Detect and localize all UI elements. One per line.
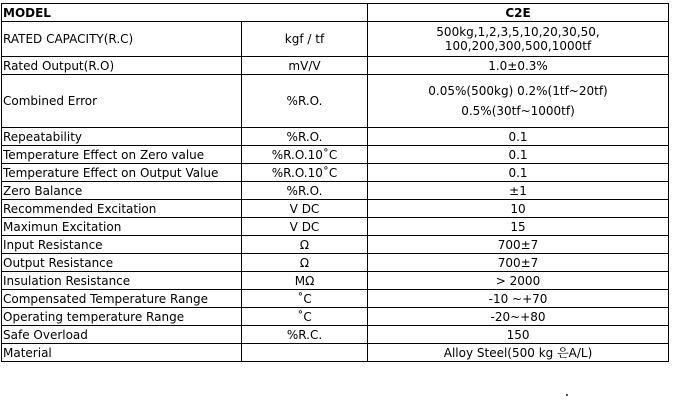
unit-cell: mV/V [242,57,368,75]
table-row [2,22,669,57]
table-row [2,290,669,308]
param-cell: Recommended Excitation [2,200,242,218]
unit-cell: %R.O. [242,182,368,200]
value-cell: ±1 [368,182,669,200]
value-cell: 700±7 [368,254,669,272]
value-cell [368,75,669,128]
table-row [2,326,669,344]
table-row [2,182,669,200]
unit-cell: V DC [242,218,368,236]
table-row [2,218,669,236]
value-cell: 1.0±0.3% [368,57,669,75]
unit-cell [242,344,368,362]
unit-cell: %R.O. [242,128,368,146]
param-cell: Temperature Effect on Zero value [2,146,242,164]
stray-dot [566,394,568,396]
spec-table [1,3,669,362]
table-row [2,164,669,182]
unit-cell: Ω [242,236,368,254]
param-cell: Rated Output(R.O) [2,57,242,75]
value-cell [368,22,669,57]
table-row [2,272,669,290]
param-cell: Maximun Excitation [2,218,242,236]
table-row [2,308,669,326]
param-cell: Insulation Resistance [2,272,242,290]
model-value: C2E [368,4,669,22]
value-cell: 150 [368,326,669,344]
model-label: MODEL [2,4,368,22]
value-line: 500kg,1,2,3,5,10,20,30,50, [436,25,600,39]
table-row [2,254,669,272]
value-cell: 0.1 [368,164,669,182]
value-cell: 10 [368,200,669,218]
header-row [2,4,669,22]
value-line: 100,200,300,500,1000tf [444,39,592,53]
param-cell: Temperature Effect on Output Value [2,164,242,182]
value-line: 0.05%(500kg) 0.2%(1tf~20tf) [428,84,608,98]
unit-cell: %R.O.10˚C [242,146,368,164]
value-cell: 0.1 [368,128,669,146]
unit-cell: V DC [242,200,368,218]
unit-cell: ˚C [242,308,368,326]
value-cell: 15 [368,218,669,236]
value-line: 0.5%(30tf~1000tf) [461,104,575,118]
value-cell: 700±7 [368,236,669,254]
table-row [2,128,669,146]
param-cell: Safe Overload [2,326,242,344]
unit-cell: kgf / tf [242,22,368,57]
param-cell: RATED CAPACITY(R.C) [2,22,242,57]
unit-cell: MΩ [242,272,368,290]
value-cell: > 2000 [368,272,669,290]
param-cell: Operating temperature Range [2,308,242,326]
unit-cell: %R.O.10˚C [242,164,368,182]
unit-cell: %R.C. [242,326,368,344]
table-row [2,146,669,164]
param-cell: Material [2,344,242,362]
value-cell: -10 ~+70 [368,290,669,308]
param-cell: Zero Balance [2,182,242,200]
table-row [2,344,669,362]
table-row [2,200,669,218]
table-row [2,57,669,75]
unit-cell: %R.O. [242,75,368,128]
param-cell: Compensated Temperature Range [2,290,242,308]
unit-cell: Ω [242,254,368,272]
table-row [2,236,669,254]
table-row [2,75,669,128]
param-cell: Input Resistance [2,236,242,254]
value-cell: 0.1 [368,146,669,164]
value-cell: Alloy Steel(500 kg 은A/L) [368,344,669,362]
unit-cell: ˚C [242,290,368,308]
param-cell: Repeatability [2,128,242,146]
param-cell: Output Resistance [2,254,242,272]
param-cell: Combined Error [2,75,242,128]
value-cell: -20~+80 [368,308,669,326]
